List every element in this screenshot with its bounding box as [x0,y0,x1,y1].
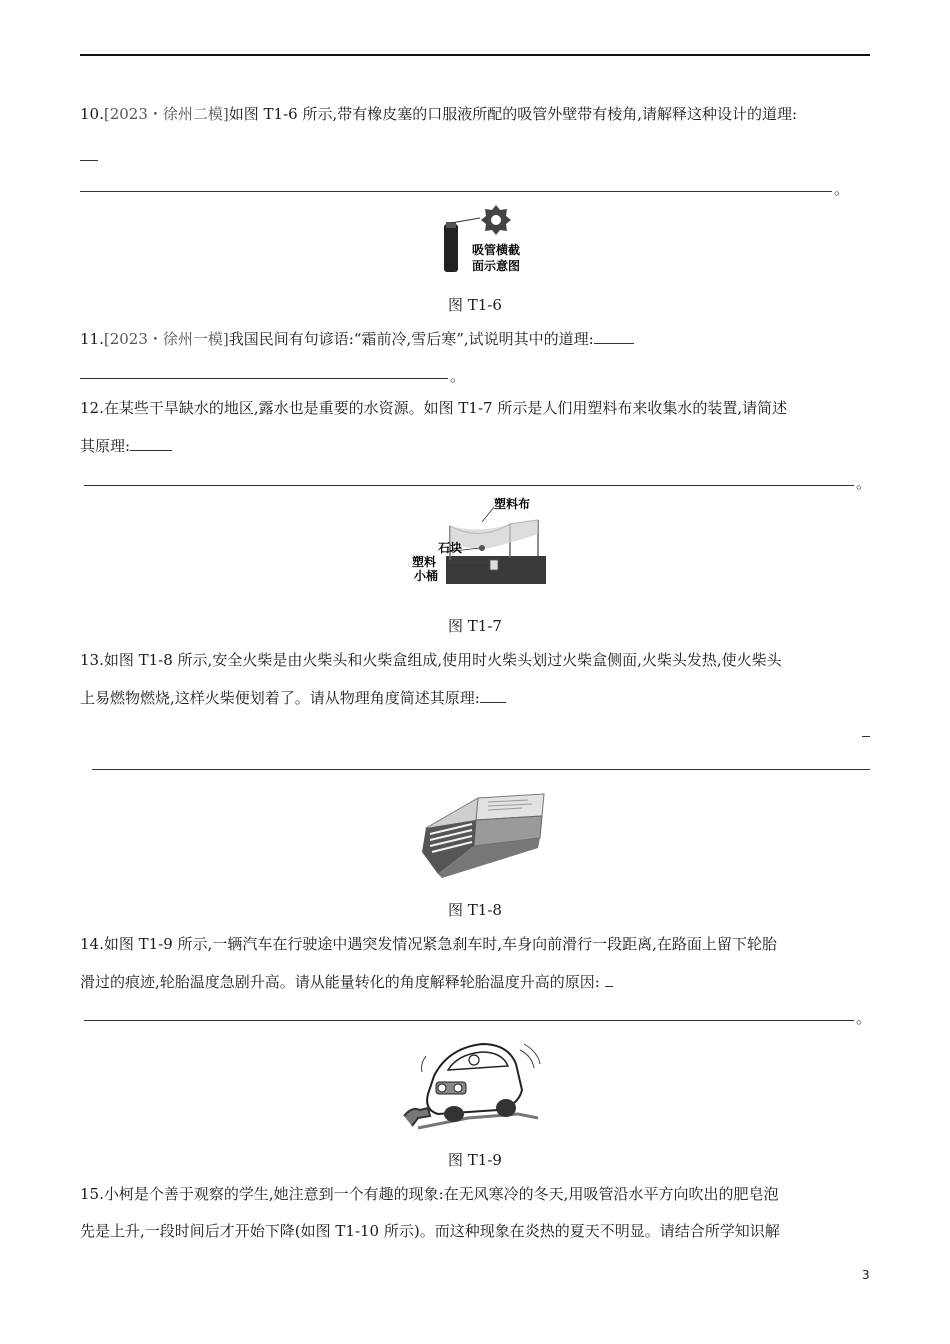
question-13-line2 [80,688,875,708]
question-number: 12. [80,399,104,417]
question-number: 14. [80,935,104,953]
question-text: 我国民间有句谚语:“霜前冷,雪后寒”,试说明其中的道理: [228,330,594,348]
answer-line[interactable] [92,769,870,770]
answer-line[interactable] [80,191,832,192]
answer-line[interactable] [84,1020,854,1021]
question-11 [80,329,875,349]
question-text: 先是上升,一段时间后才开始下降(如图 T1-10 所示)。而这种现象在炎热的夏天不明显。请结合所学知识解 [80,1222,780,1240]
answer-blank[interactable] [480,688,506,703]
question-number: 11. [80,330,104,348]
question-text: 如图 T1-8 所示,安全火柴是由火柴头和火柴盒组成,使用时火柴头划过火柴盒侧面,火柴头发热,使火柴头 [103,651,782,669]
question-source: [2023・徐州一模] [103,330,229,348]
gear-shape [481,205,511,235]
figure-label: 吸管横截 [472,243,521,257]
question-text: 如图 T1-9 所示,一辆汽车在行驶途中遇突发情况紧急刹车时,车身向前滑行一段距离,在路面上留下轮胎 [103,935,777,953]
figure-label: 塑料布 [494,497,531,511]
question-15 [80,1184,875,1204]
figure-label: 小桶 [414,569,439,583]
figure-caption: 图 T1-6 [448,296,502,314]
plastic-sheet-shape [450,520,538,550]
question-number: 15. [80,1185,104,1203]
front-wheel [444,1106,464,1122]
question-text: 其原理: [80,437,131,455]
question-source: [2023・徐州二模] [103,105,229,123]
end-mark: 。 [450,367,466,385]
question-text: 上易燃物燃烧,这样火柴便划着了。请从物理角度简述其原理: [80,689,480,707]
answer-blank[interactable] [605,972,613,987]
dew-collector-figure [410,494,550,588]
end-mark: 。 [856,1009,872,1027]
figure-label: 面示意图 [472,259,521,273]
question-14-line2 [80,972,875,992]
answer-line[interactable] [84,485,854,486]
straw-cross-section-figure [438,204,528,274]
answer-blank[interactable] [80,160,98,161]
question-14 [80,934,875,954]
dog-shape [404,1108,430,1126]
question-12 [80,398,875,418]
question-12-line2 [80,436,875,456]
question-text: 在某些干旱缺水的地区,露水也是重要的水资源。如图 T1-7 所示是人们用塑料布来收集水的装置,请简述 [103,399,788,417]
figure-label: 塑料 [412,555,437,569]
question-text: 如图 T1-6 所示,带有橡皮塞的口服液所配的吸管外壁带有棱角,请解释这种设计的道理: [228,105,798,123]
figure-caption: 图 T1-7 [448,617,502,635]
answer-blank[interactable] [130,436,172,451]
figure-caption: 图 T1-9 [448,1151,502,1169]
question-number: 10. [80,105,104,123]
question-15-line2 [80,1221,875,1241]
braking-car-figure [398,1030,548,1134]
figure-label: 石块 [438,541,463,555]
question-text: 小柯是个善于观察的学生,她注意到一个有趣的现象:在无风寒冷的冬天,用吸管沿水平方向吹出的肥皂泡 [103,1185,779,1203]
answer-blank[interactable] [594,329,634,344]
rear-wheel [496,1099,516,1117]
question-10 [80,104,875,124]
end-mark: 。 [834,180,850,198]
bucket-shape [490,560,498,570]
vial-shape [444,224,458,272]
question-13 [80,650,875,670]
figure-caption: 图 T1-8 [448,901,502,919]
question-number: 13. [80,651,104,669]
answer-blank[interactable] [862,736,870,737]
matchbox-figure [418,790,548,880]
end-mark: 。 [856,474,872,492]
answer-line[interactable] [80,378,448,379]
header-rule [80,54,870,56]
page-number: 3 [862,1268,870,1282]
question-text: 滑过的痕迹,轮胎温度急剧升高。请从能量转化的角度解释轮胎温度升高的原因: [80,973,600,991]
